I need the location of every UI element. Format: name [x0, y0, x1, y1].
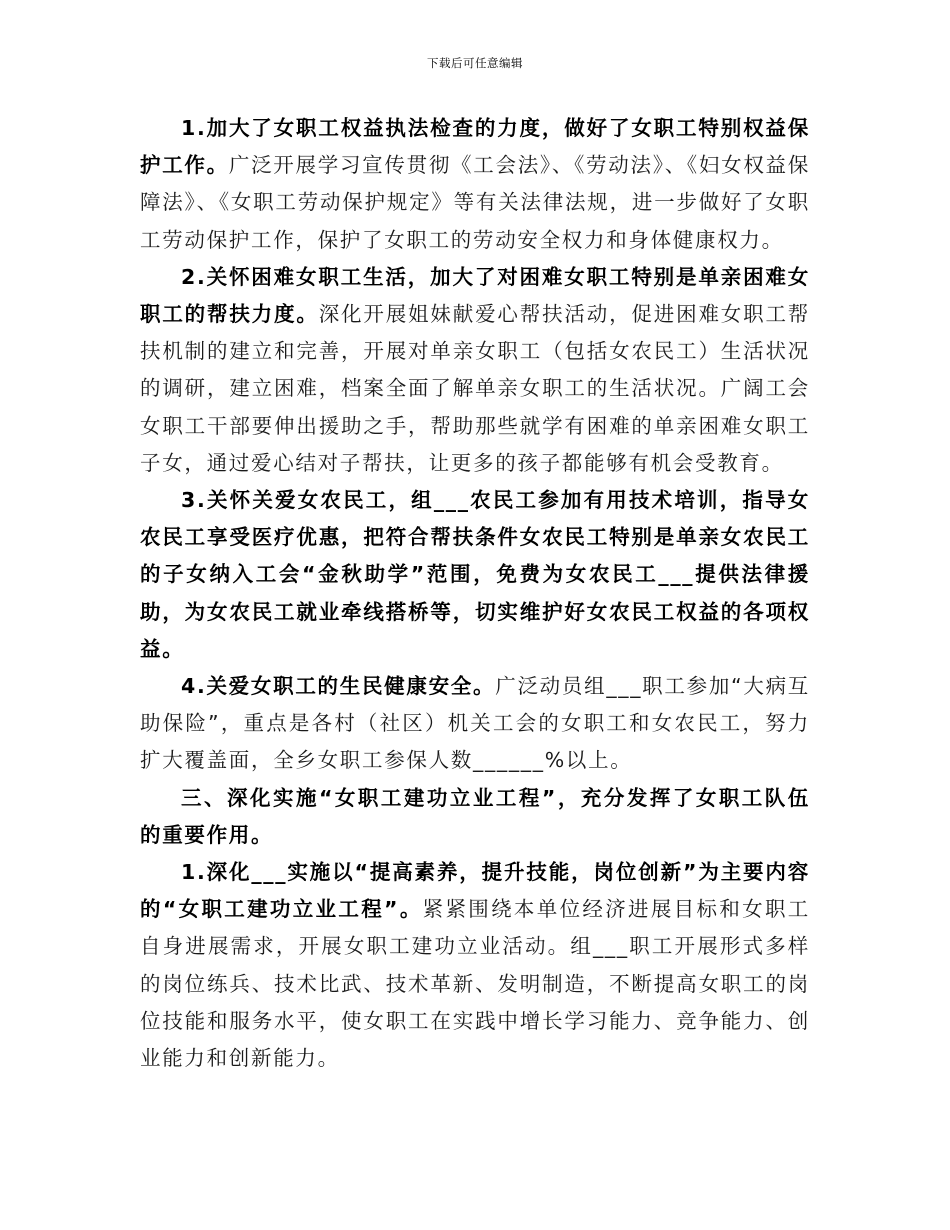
- paragraph-1-heading: 1.加大了女职工权益执法检查的力度，做好了女职工特别权益保护工作。: [140, 116, 810, 178]
- paragraph-5: [140, 854, 810, 1077]
- paragraph-2-heading: 2.关怀困难女职工生活，加大了对困难女职工特别是单亲困难女职工的帮扶力度。: [140, 264, 810, 327]
- page-header: 下载后可任意编辑: [427, 56, 523, 70]
- paragraph-4-text: 广泛动员组___职工参加“大病互助保险”，重点是各村（社区）机关工会的女职工和女农民工，努力扩大覆盖面，全乡女职工参保人数______%以上。: [140, 674, 810, 773]
- paragraph-3: [140, 482, 810, 668]
- paragraph-5-text: 紧紧围绕本单位经济进展目标和女职工自身进展需求，开展女职工建功立业活动。组___职工开展形式多样的岗位练兵、技术比武、技术革新、发明制造，不断提高女职工的岗位技能和服务水平，使女职工在实践中增长学习能力、竞争能力、创业能力和创新能力。: [140, 897, 810, 1071]
- paragraph-1: [140, 110, 810, 259]
- paragraph-1-text: 广泛开展学习宣传贯彻《工会法》、《劳动法》、《妇女权益保障法》、《女职工劳动保护规定》等有关法律法规，进一步做好了女职工劳动保护工作，保护了女职工的劳动安全权力和身体健康权力。: [140, 153, 810, 252]
- section-heading-3: [140, 780, 810, 854]
- paragraph-2: [140, 259, 810, 482]
- paragraph-4-heading: 4.关爱女职工的生民健康安全。: [181, 674, 496, 699]
- paragraph-4: [140, 668, 810, 780]
- document-body: [140, 110, 810, 1077]
- paragraph-2-text: 深化开展姐妹献爱心帮扶活动，促进困难女职工帮扶机制的建立和完善，开展对单亲女职工（包括女农民工）生活状况的调研，建立困难，档案全面了解单亲女职工的生活状况。广阔工会女职工干部要伸出援助之手，帮助那些就学有困难的单亲困难女职工子女，通过爱心结对子帮扶，让更多的孩子都能够有机会受教育。: [140, 302, 810, 475]
- paragraph-3-heading: 3.关怀关爱女农民工，组___农民工参加有用技术培训，指导女农民工享受医疗优惠，把符合帮扶条件女农民工特别是单亲女农民工的子女纳入工会“金秋助学”范围，免费为女农民工___提供法律援助，为女农民工就业牵线搭桥等，切实维护好女农民工权益的各项权益。: [140, 488, 810, 661]
- section-heading-3-text: 三、深化实施“女职工建功立业工程”，充分发挥了女职工队伍的重要作用。: [140, 785, 810, 847]
- paragraph-5-heading: 1.深化___实施以“提高素养，提升技能，岗位创新”为主要内容的“女职工建功立业工程”。: [140, 860, 810, 922]
